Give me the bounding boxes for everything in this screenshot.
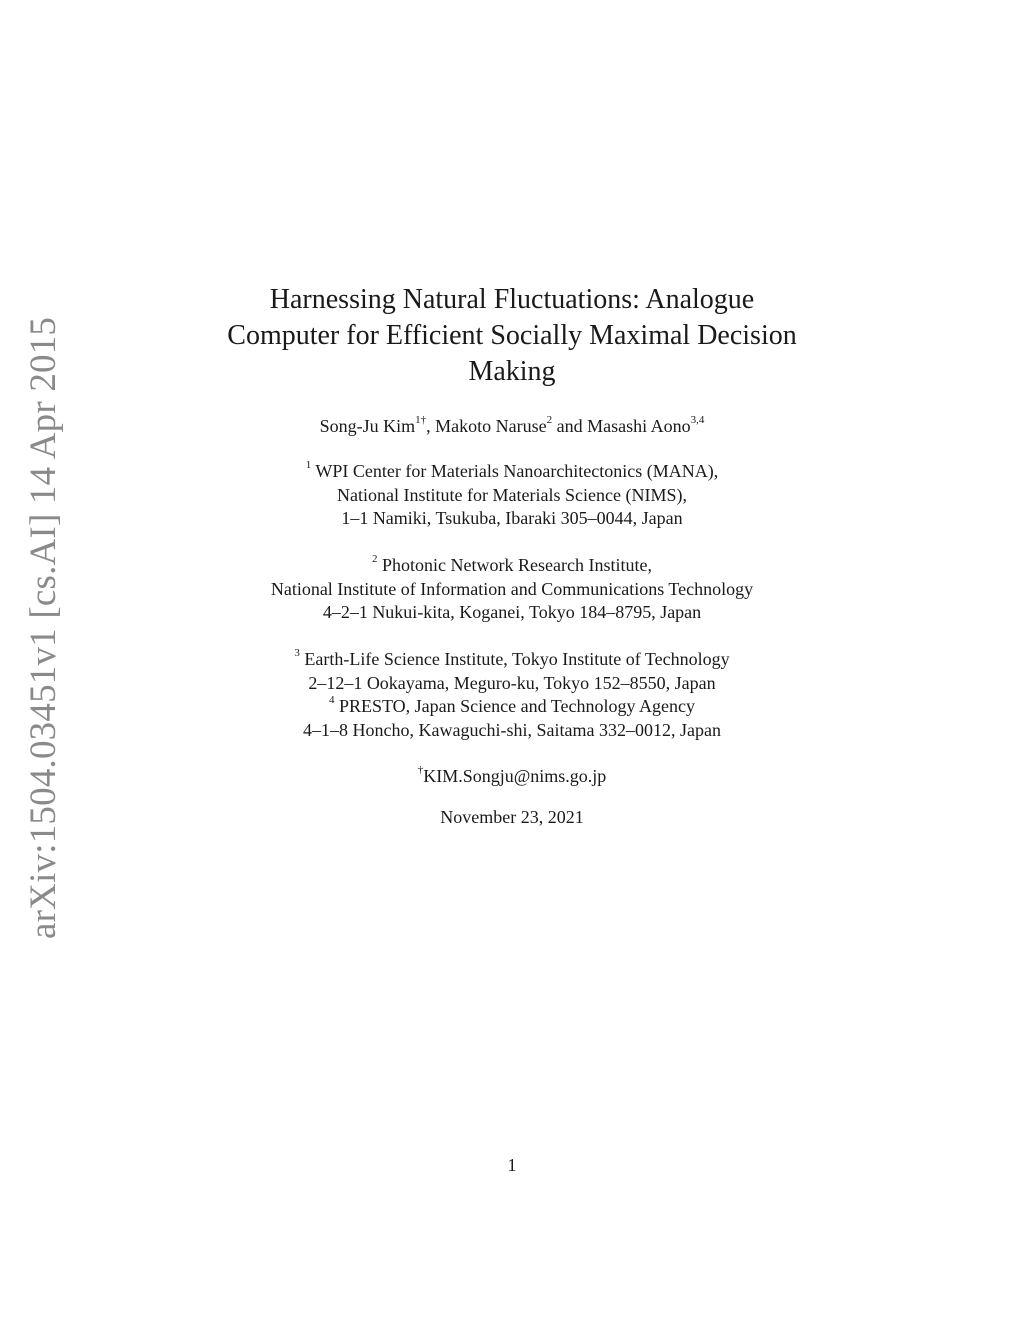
- email-mark: †: [417, 764, 424, 776]
- author-affiliation-mark: 2: [546, 414, 553, 426]
- affiliation-line: [0, 695, 1024, 719]
- affiliation-2: [0, 554, 1024, 625]
- author-affiliation-mark: 3,4: [690, 414, 705, 426]
- arxiv-identifier-stamp: arXiv:1504.03451v1 [cs.AI] 14 Apr 2015: [23, 316, 64, 939]
- affiliation-text: Photonic Network Research Institute,: [382, 555, 652, 575]
- affiliation-text: PRESTO, Japan Science and Technology Agency: [338, 696, 695, 716]
- author-name: Song-Ju Kim: [319, 416, 416, 436]
- affiliation-3-and-4: [0, 648, 1024, 742]
- paper-title: [0, 282, 1024, 390]
- affiliation-1: [0, 460, 1024, 531]
- affiliation-mark: 2: [372, 553, 378, 565]
- title-line-1: Harnessing Natural Fluctuations: Analogue: [269, 284, 755, 315]
- author-separator: ,: [426, 416, 436, 436]
- affiliation-line: 4–2–1 Nukui-kita, Koganei, Tokyo 184–8795, Japan: [322, 602, 702, 622]
- affiliation-mark: 1: [305, 459, 312, 471]
- affiliation-text: Earth-Life Science Institute, Tokyo Institute of Technology: [304, 649, 730, 669]
- corresponding-email: [0, 764, 1024, 788]
- page-number: 1: [507, 1155, 517, 1175]
- affiliation-line: 2–12–1 Ookayama, Meguro-ku, Tokyo 152–8550, Japan: [308, 672, 716, 693]
- affiliation-line: [0, 554, 1024, 578]
- title-line-2: Computer for Efficient Socially Maximal Decision: [227, 320, 797, 351]
- author-list: [0, 414, 1024, 438]
- author-name: Masashi Aono: [587, 416, 691, 436]
- email-address[interactable]: KIM.Songju@nims.go.jp: [423, 766, 607, 786]
- affiliation-mark: 3: [294, 647, 300, 659]
- paper-date: November 23, 2021: [440, 807, 584, 827]
- affiliation-mark: 4: [328, 694, 335, 706]
- title-line-3: Making: [468, 356, 556, 387]
- affiliation-line: National Institute for Materials Science (NIMS),: [337, 484, 687, 505]
- affiliation-line: [0, 648, 1024, 672]
- author-affiliation-mark: 1†: [415, 414, 427, 426]
- affiliation-line: [0, 460, 1024, 484]
- affiliation-line: 4–1–8 Honcho, Kawaguchi-shi, Saitama 332–0012, Japan: [303, 719, 721, 740]
- author-separator: and: [552, 416, 588, 436]
- affiliation-text: WPI Center for Materials Nanoarchitectonics (MANA),: [315, 461, 719, 481]
- affiliation-line: 1–1 Namiki, Tsukuba, Ibaraki 305–0044, Japan: [341, 508, 683, 528]
- affiliation-line: National Institute of Information and Communications Technology: [270, 578, 754, 599]
- author-name: Makoto Naruse: [435, 416, 547, 436]
